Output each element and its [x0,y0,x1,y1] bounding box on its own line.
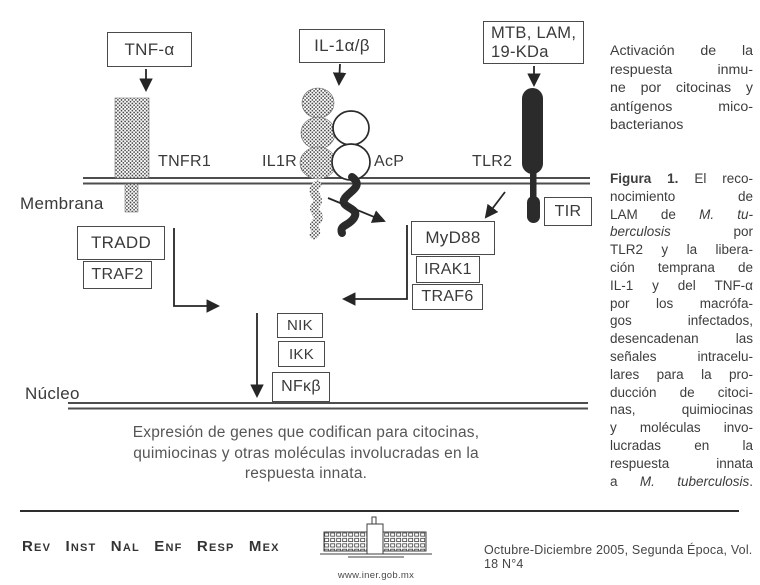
il1r-receptor [300,88,336,235]
tradd-label: TRADD [90,233,152,252]
tir-domain-label: TIR [554,202,582,220]
traf2-box [83,261,152,289]
nik-label: NIK [287,317,313,334]
tradd-box [77,226,165,260]
iner-website: www.iner.gob.mx [337,570,415,581]
mtb-ligand-line2: 19-KDa [491,42,549,61]
traf6-box [412,284,483,310]
il1r-tail [314,185,319,235]
tnf-ligand-box [107,32,192,67]
myd88-box [411,221,495,255]
tradd-to-nik-arrow [174,228,218,306]
building-right-wing [383,532,426,551]
myd88-to-nik-arrow [344,225,407,299]
tlr2-label: TLR2 [472,153,513,170]
tnfr1-label: TNFR1 [158,153,212,170]
nik-box [277,313,323,338]
tnfr1-receptor [115,98,149,212]
figure-heading: Activación de la respuesta inmu- ne por citocinas y antígenos mico- bacterianos [610,43,753,133]
traf6-label: TRAF6 [421,288,474,305]
il1-ligand-label: IL-1α/β [314,36,370,55]
nfkb-box [272,372,330,402]
ikk-label: IKK [288,345,315,363]
figure-caption: Figura 1. El reco- nocimiento de LAM de M. tu- berculosis por TLR2 y la libera- ción temprana de IL-1 y del TNF-α por los macrófa- gos infectados, desencadenan las señales intracelu- lares para la pro- ducción de citoci- nas, quimiocinas y moléculas invo- lucradas en la respuesta innata a M. tuberculosis. [610,171,753,489]
il1r-label: IL1R [262,153,297,170]
iner-building-logo [318,516,434,564]
irak1-box [416,256,480,283]
tir-domain-box [544,197,592,226]
il1-ligand-box [299,29,385,63]
tnf-ligand-label: TNF-α [124,39,175,59]
membrane-line [83,178,590,184]
issue-info: Octubre-Diciembre 2005, Segunda Época, Vol. 18 N°4 [484,543,753,571]
traf2-label: TRAF2 [91,266,144,283]
building-tower [367,524,383,554]
nucleus-label: Núcleo [25,384,80,403]
tlr2-to-myd88-arrow [486,192,505,217]
acp-receptor [332,111,370,233]
mtb-ligand-box [483,21,584,64]
iner-logo-block [317,516,435,581]
il1-ligand-arrow [339,64,340,84]
mtb-ligand-line1: MTB, LAM, [491,23,577,42]
membrane-label: Membrana [20,194,104,213]
footer-rule [20,510,739,512]
ikk-box [278,341,325,367]
tlr2-receptor [522,88,543,223]
gene-expression-text: Expresión de genes que codifican para citocinas, quimiocinas y otras moléculas involucradas en la respuesta innata. [132,424,480,482]
irak1-label: IRAK1 [424,260,472,278]
myd88-label: MyD88 [425,228,481,247]
nucleus-line [68,403,588,409]
nfkb-label: NFκβ [281,378,321,395]
building-left-wing [324,532,367,551]
acp-label: AcP [374,153,405,170]
journal-name: Rev Inst Nal Enf Resp Mex [22,538,280,555]
